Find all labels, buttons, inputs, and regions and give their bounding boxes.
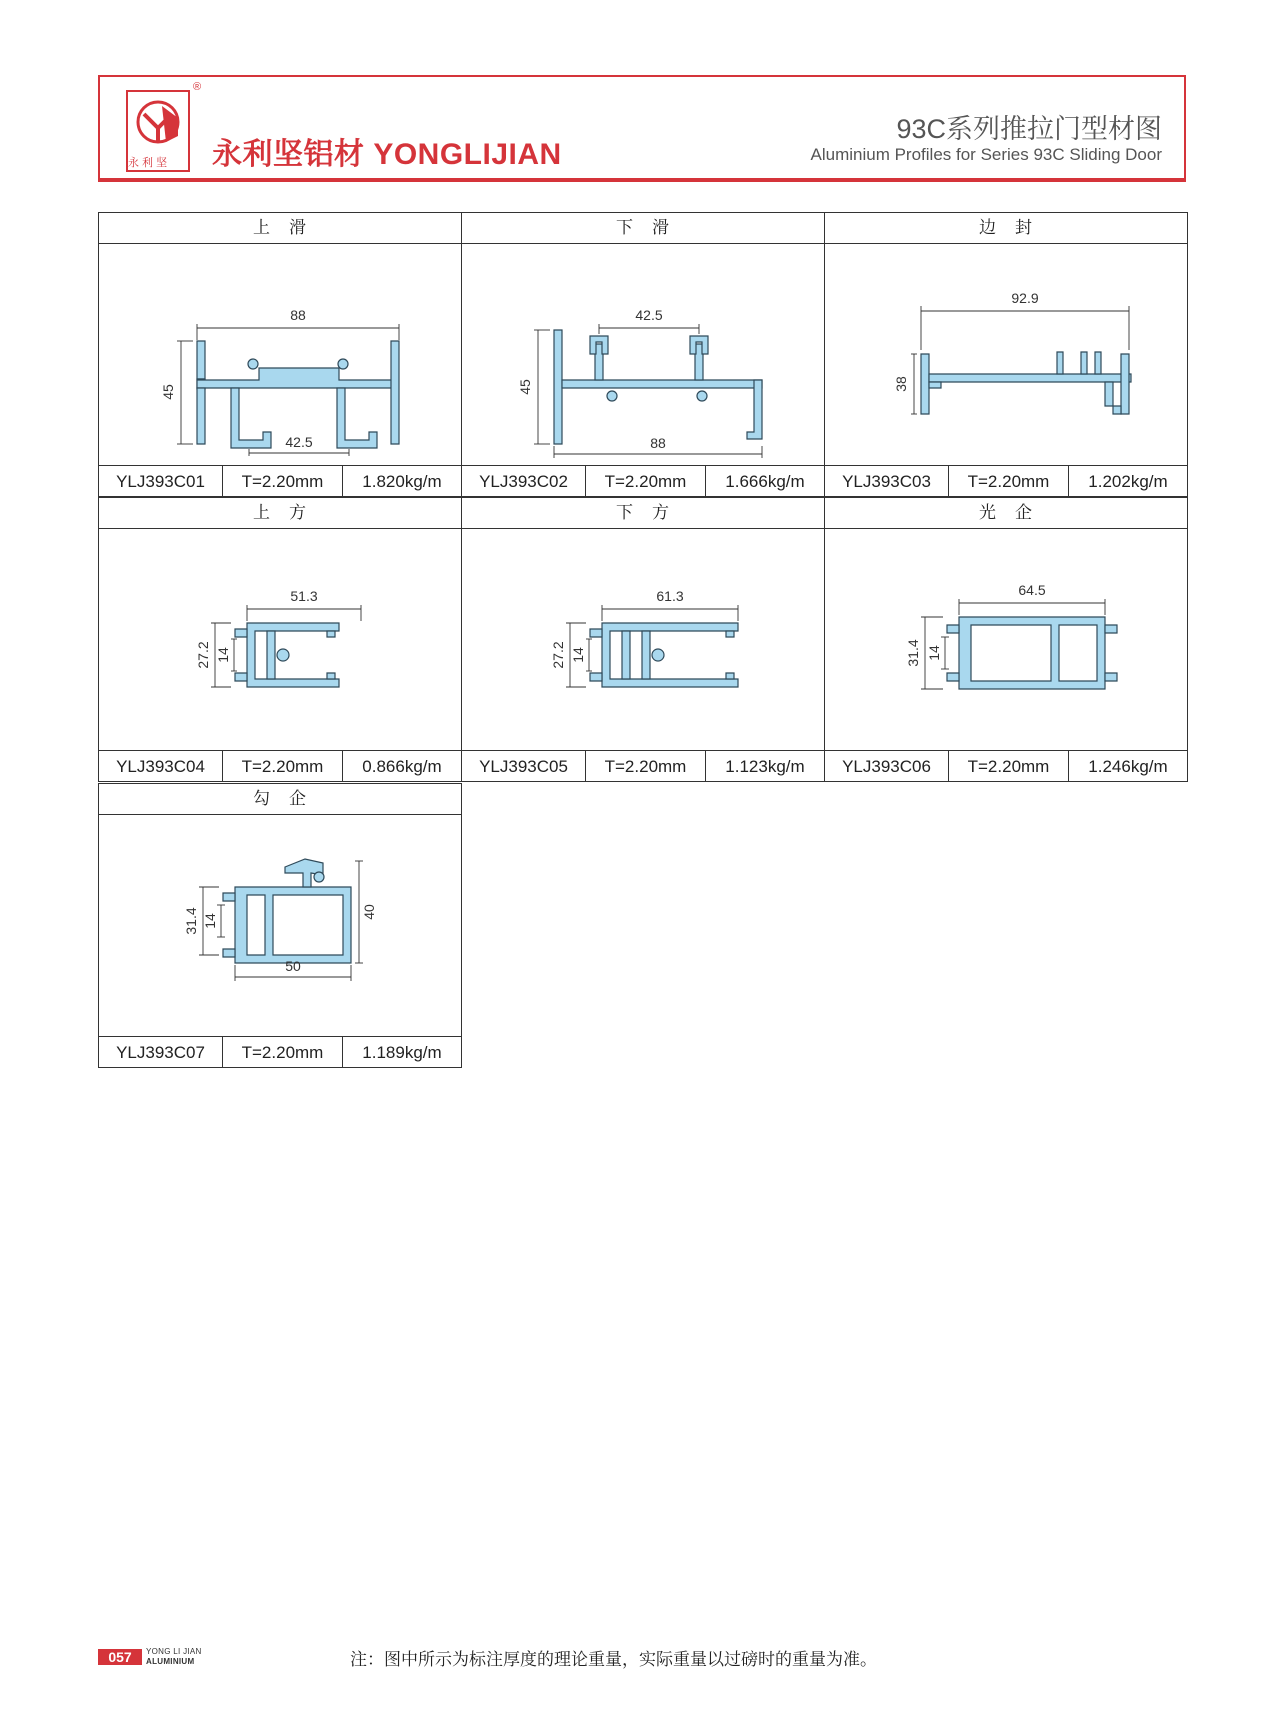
dim-width: 61.3	[656, 588, 684, 604]
dim-inner: 42.5	[635, 307, 663, 323]
dim-height: 38	[893, 376, 909, 392]
dim-width: 92.9	[1011, 290, 1039, 306]
dim-inner: 14	[202, 913, 218, 929]
page-header	[98, 75, 1186, 182]
brand-logo	[126, 90, 190, 172]
profile-thickness: T=2.20mm	[949, 751, 1069, 782]
weight-note: 注：图中所示为标注厚度的理论重量，实际重量以过磅时的重量为准。	[350, 1650, 877, 1669]
dim-width: 50	[285, 958, 301, 974]
upper-slide-section-drawing	[197, 341, 399, 448]
profile-code: YLJ393C06	[825, 751, 949, 782]
profile-weight: 1.202kg/m	[1088, 472, 1168, 491]
profile-drawing	[462, 244, 824, 466]
profile-drawing	[825, 529, 1187, 751]
bottom-rail-section-drawing	[590, 623, 738, 687]
profile-code: YLJ393C05	[462, 751, 586, 782]
registered-mark: ®	[193, 81, 202, 93]
profile-drawing	[99, 529, 461, 751]
flat-interlock-section-drawing	[947, 617, 1117, 689]
profile-specs	[462, 751, 824, 782]
profile-specs	[462, 466, 824, 497]
hook-interlock-section-drawing	[223, 859, 351, 963]
profile-name: 勾 企	[99, 784, 461, 815]
profile-code: YLJ393C03	[825, 466, 949, 497]
dim-height: 27.2	[550, 641, 566, 669]
side-seal-section-drawing	[921, 352, 1131, 414]
profile-card	[98, 497, 462, 782]
profile-thickness: T=2.20mm	[586, 751, 706, 782]
profile-drawing	[462, 529, 824, 751]
profile-name: 光 企	[825, 498, 1187, 529]
profile-thickness: T=2.20mm	[949, 466, 1069, 497]
profile-card	[461, 497, 825, 782]
profile-name: 边 封	[825, 213, 1187, 244]
lower-slide-section-drawing	[554, 330, 762, 444]
profile-card	[824, 497, 1188, 782]
profile-code: YLJ393C02	[462, 466, 586, 497]
profile-weight: 1.820kg/m	[362, 472, 442, 491]
profile-specs	[825, 466, 1187, 497]
profile-thickness: T=2.20mm	[586, 466, 706, 497]
profile-specs	[99, 751, 461, 782]
profile-thickness: T=2.20mm	[223, 1037, 343, 1068]
profile-drawing	[99, 815, 461, 1037]
dim-inner: 14	[570, 647, 586, 663]
profile-card	[98, 783, 462, 1068]
profile-name: 下 滑	[462, 213, 824, 244]
footer-brand-line2: ALUMINIUM	[146, 1657, 195, 1666]
profile-card	[461, 212, 825, 497]
profile-card	[98, 212, 462, 497]
profile-specs	[99, 466, 461, 497]
profile-specs	[825, 751, 1187, 782]
dim-width: 64.5	[1018, 582, 1046, 598]
page-number: 057	[98, 1649, 142, 1665]
profile-weight: 1.666kg/m	[725, 472, 805, 491]
dim-height: 45	[160, 384, 176, 400]
dim-height: 27.2	[195, 641, 211, 669]
profile-code: YLJ393C01	[99, 466, 223, 497]
profile-drawing	[825, 244, 1187, 466]
profile-drawing	[99, 244, 461, 466]
profile-weight: 1.246kg/m	[1088, 757, 1168, 776]
top-rail-section-drawing	[235, 623, 339, 687]
profile-thickness: T=2.20mm	[223, 466, 343, 497]
dim-inner: 14	[926, 645, 942, 661]
dim-width: 88	[290, 307, 306, 323]
dim-width: 88	[650, 435, 666, 451]
profile-name: 上 方	[99, 498, 461, 529]
profile-name: 上 滑	[99, 213, 461, 244]
profile-code: YLJ393C07	[99, 1037, 223, 1068]
profile-card	[824, 212, 1188, 497]
dim-right-height: 40	[361, 904, 377, 920]
brand-name: 永利坚铝材 YONGLIJIAN	[212, 138, 562, 171]
dim-height: 45	[517, 379, 533, 395]
page-subtitle: Aluminium Profiles for Series 93C Sliding Door	[810, 145, 1162, 164]
profile-thickness: T=2.20mm	[223, 751, 343, 782]
dim-height: 31.4	[905, 639, 921, 667]
profile-specs	[99, 1037, 461, 1068]
logo-characters: 永 利 坚	[128, 157, 168, 169]
dim-height: 31.4	[183, 907, 199, 935]
profile-weight: 1.123kg/m	[725, 757, 805, 776]
page-title: 93C系列推拉门型材图	[896, 114, 1162, 144]
dim-width: 51.3	[290, 588, 318, 604]
dim-inner: 14	[215, 647, 231, 663]
profile-weight: 1.189kg/m	[362, 1043, 442, 1062]
profile-weight: 0.866kg/m	[362, 757, 442, 776]
profile-name: 下 方	[462, 498, 824, 529]
footer-brand-line1: YONG LI JIAN	[146, 1647, 202, 1656]
profile-code: YLJ393C04	[99, 751, 223, 782]
dim-inner: 42.5	[285, 434, 313, 450]
